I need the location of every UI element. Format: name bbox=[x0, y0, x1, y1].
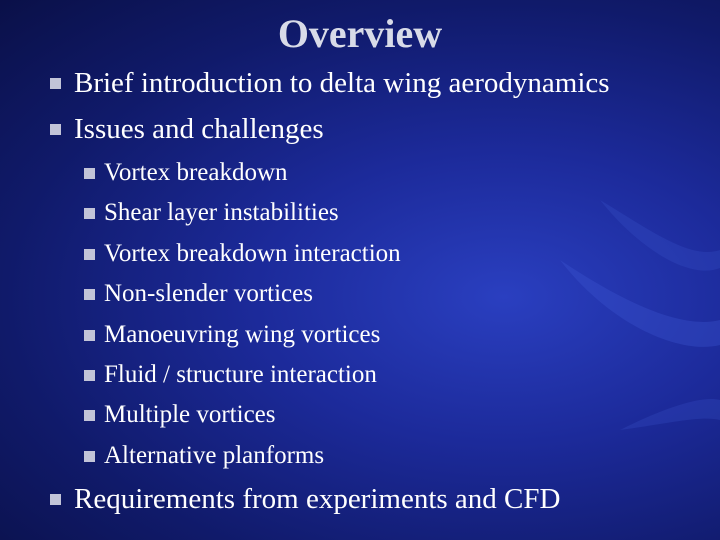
sub-bullet-text: Alternative planforms bbox=[104, 442, 325, 469]
sub-bullet-text: Multiple vortices bbox=[104, 401, 276, 428]
square-bullet-icon bbox=[84, 330, 95, 341]
square-bullet-icon bbox=[50, 494, 61, 505]
sub-bullet-text: Manoeuvring wing vortices bbox=[104, 321, 381, 348]
sub-bullet-text: Shear layer instabilities bbox=[104, 199, 339, 226]
square-bullet-icon bbox=[84, 451, 95, 462]
bullet-item bbox=[74, 112, 324, 146]
square-bullet-icon bbox=[84, 168, 95, 179]
square-bullet-icon bbox=[84, 249, 95, 260]
sub-bullet-text: Vortex breakdown bbox=[104, 159, 288, 186]
sub-bullet-item bbox=[104, 360, 377, 390]
slide-title: Overview bbox=[277, 11, 443, 56]
sub-bullet-item bbox=[104, 279, 313, 309]
sub-bullet-text: Fluid / structure interaction bbox=[104, 361, 377, 388]
sub-bullet-text: Non-slender vortices bbox=[104, 280, 313, 307]
sub-bullet-item bbox=[104, 400, 276, 430]
square-bullet-icon bbox=[84, 289, 95, 300]
bullet-item bbox=[74, 66, 610, 100]
bullet-item bbox=[74, 482, 560, 516]
sub-bullet-item bbox=[104, 320, 380, 350]
square-bullet-icon bbox=[50, 124, 61, 135]
square-bullet-icon bbox=[84, 410, 95, 421]
sub-bullet-item bbox=[104, 158, 288, 188]
bullet-text: Requirements from experiments and CFD bbox=[74, 483, 561, 515]
square-bullet-icon bbox=[84, 208, 95, 219]
square-bullet-icon bbox=[50, 78, 61, 89]
sub-bullet-item bbox=[104, 239, 401, 269]
sub-bullet-item bbox=[104, 441, 324, 471]
square-bullet-icon bbox=[84, 370, 95, 381]
sub-bullet-item bbox=[104, 198, 339, 228]
sub-bullet-text: Vortex breakdown interaction bbox=[104, 240, 401, 267]
bullet-text: Brief introduction to delta wing aerodynamics bbox=[74, 67, 610, 99]
bullet-text: Issues and challenges bbox=[74, 113, 324, 145]
